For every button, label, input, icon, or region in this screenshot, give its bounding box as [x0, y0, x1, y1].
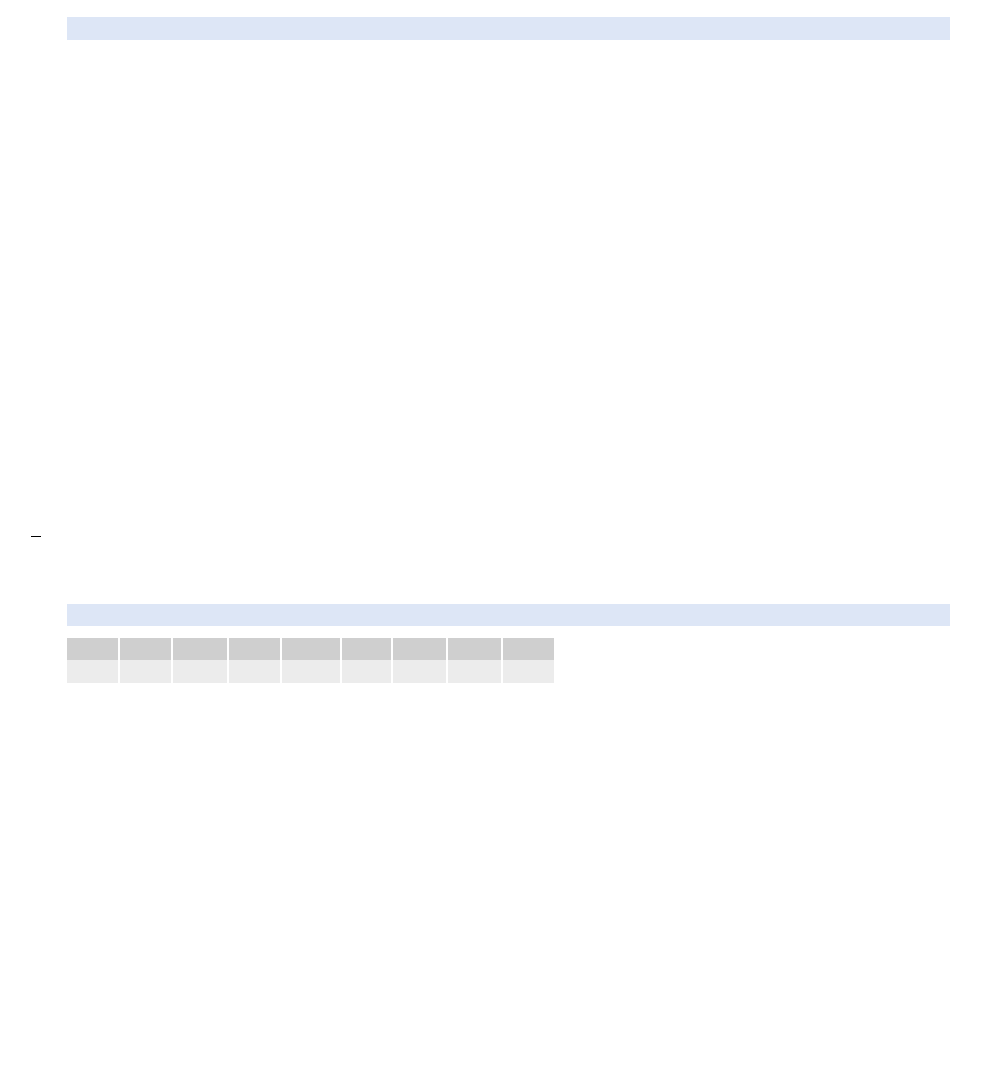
header-cell-i [392, 638, 447, 660]
divider-mark [31, 536, 41, 537]
header-cell-stage [119, 638, 172, 660]
section-header-measured [67, 604, 950, 626]
unit-cell [228, 660, 281, 682]
table-units-row [67, 660, 554, 682]
air-flow-chart [0, 55, 600, 575]
unit-cell [502, 660, 554, 682]
header-cell-qv [447, 638, 502, 660]
header-cell-index [67, 638, 119, 660]
header-cell-pe [341, 638, 392, 660]
unit-cell [281, 660, 341, 682]
measured-values-table [67, 638, 554, 683]
unit-cell [172, 660, 228, 682]
unit-cell [392, 660, 447, 682]
unit-cell [67, 660, 119, 682]
header-cell-n [281, 638, 341, 660]
unit-cell [341, 660, 392, 682]
header-cell-f [228, 638, 281, 660]
unit-cell [119, 660, 172, 682]
header-cell-pfs [502, 638, 554, 660]
table-header-row [67, 638, 554, 660]
unit-cell [447, 660, 502, 682]
header-cell-u [172, 638, 228, 660]
section-header-charts [67, 17, 950, 40]
